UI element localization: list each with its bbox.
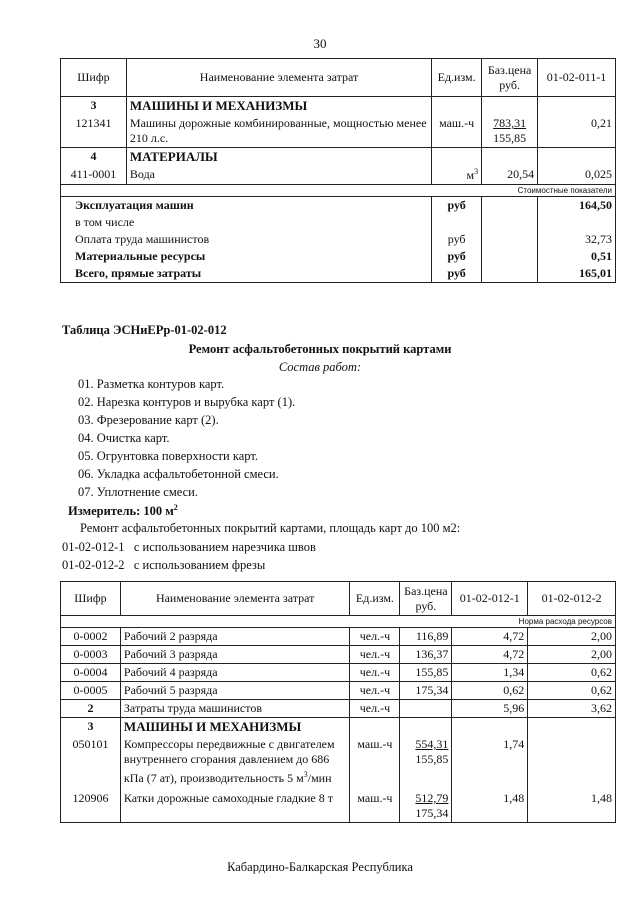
table-row: 0-0004 Рабочий 4 разряда чел.-ч 155,85 1,34 0,62 bbox=[61, 664, 616, 682]
summary-row: Материальные ресурсы руб 0,51 bbox=[61, 248, 616, 265]
list-item: 03. Фрезерование карт (2). bbox=[78, 413, 219, 427]
header-norm-code: 01-02-012-2 bbox=[528, 582, 616, 616]
summary-row: Эксплуатация машин руб 164,50 bbox=[61, 197, 616, 215]
works-list bbox=[78, 375, 295, 501]
page-number: 30 bbox=[313, 36, 327, 51]
list-item: 05. Огрунтовка поверхности карт. bbox=[78, 449, 258, 463]
summary-row: Оплата труда машинистов руб 32,73 bbox=[61, 231, 616, 248]
list-item: 02. Нарезка контуров и вырубка карт (1). bbox=[78, 395, 296, 409]
table-row: 0-0003 Рабочий 3 разряда чел.-ч 136,37 4,72 2,00 bbox=[61, 646, 616, 664]
list-item: 04. Очистка карт. bbox=[78, 431, 170, 445]
summary-row: в том числе bbox=[61, 214, 616, 231]
table-row: 120906 Катки дорожные самоходные гладкие 8 т маш.-ч 512,79 175,34 1,48 1,48 bbox=[61, 787, 616, 823]
header-name: Наименование элемента затрат bbox=[120, 582, 350, 616]
table-row: 0-0005 Рабочий 5 разряда чел.-ч 175,34 0,62 0,62 bbox=[61, 682, 616, 700]
header-price: Баз.цена руб. bbox=[400, 582, 452, 616]
header-unit: Ед.изм. bbox=[432, 59, 482, 97]
norm-label-row: Норма расхода ресурсов bbox=[61, 616, 616, 628]
resource-table-1 bbox=[60, 58, 616, 283]
works-heading: Состав работ: bbox=[278, 360, 362, 374]
header-price: Баз.цена руб. bbox=[482, 59, 538, 97]
section-row: 4 МАТЕРИАЛЫ bbox=[61, 148, 616, 167]
section-subtitle: Ремонт асфальтобетонных покрытий картами bbox=[188, 342, 452, 356]
section-row: 3 МАШИНЫ И МЕХАНИЗМЫ bbox=[61, 718, 616, 737]
table-header-row bbox=[61, 582, 616, 616]
header-norm-code: 01-02-012-1 bbox=[452, 582, 528, 616]
table-title: Таблица ЭСНиЕРр-01-02-012 bbox=[62, 323, 227, 337]
variant-row: 01-02-012-1 с использованием нарезчика швов bbox=[62, 540, 316, 554]
table-header-row bbox=[61, 59, 616, 97]
table-row: 121341 Машины дорожные комбинированные, мощностью менее 210 л.с. маш.-ч 783,31 155,85 0,21 bbox=[61, 115, 616, 148]
summary-row: Всего, прямые затраты руб 165,01 bbox=[61, 265, 616, 283]
header-unit: Ед.изм. bbox=[350, 582, 400, 616]
section-row: 3 МАШИНЫ И МЕХАНИЗМЫ bbox=[61, 97, 616, 116]
table-row: 411-0001 Вода $м^3$ 20,54 0,025 bbox=[61, 166, 616, 185]
header-name: Наименование элемента затрат bbox=[126, 59, 431, 97]
header-code: Шифр bbox=[61, 582, 121, 616]
list-item: 01. Разметка контуров карт. bbox=[78, 377, 225, 391]
cost-label-row: Стоимостные показатели bbox=[61, 185, 616, 197]
description: Ремонт асфальтобетонных покрытий картами, площадь карт до 100 м2: bbox=[80, 521, 461, 535]
header-norm-code: 01-02-011-1 bbox=[538, 59, 616, 97]
list-item: 07. Уплотнение смеси. bbox=[78, 485, 198, 499]
page-footer: Кабардино-Балкарская Республика bbox=[227, 860, 413, 874]
header-code: Шифр bbox=[61, 59, 127, 97]
table-row: 050101 Компрессоры передвижные с двигателем внутреннего сгорания давлением до 686 кПа (7 ат), производительность 5 $м^3$/мин маш.-ч 554,31 155,85 1,74 bbox=[61, 736, 616, 787]
list-item: 06. Укладка асфальтобетонной смеси. bbox=[78, 467, 279, 481]
variant-row: 01-02-012-2 с использованием фрезы bbox=[62, 558, 266, 572]
table-row: 0-0002 Рабочий 2 разряда чел.-ч 116,89 4,72 2,00 bbox=[61, 628, 616, 646]
table-row: 2 Затраты труда машинистов чел.-ч 5,96 3,62 bbox=[61, 700, 616, 718]
resource-table-2 bbox=[60, 581, 616, 823]
measure-label: Измеритель: 100 $м^2$ bbox=[68, 503, 178, 519]
